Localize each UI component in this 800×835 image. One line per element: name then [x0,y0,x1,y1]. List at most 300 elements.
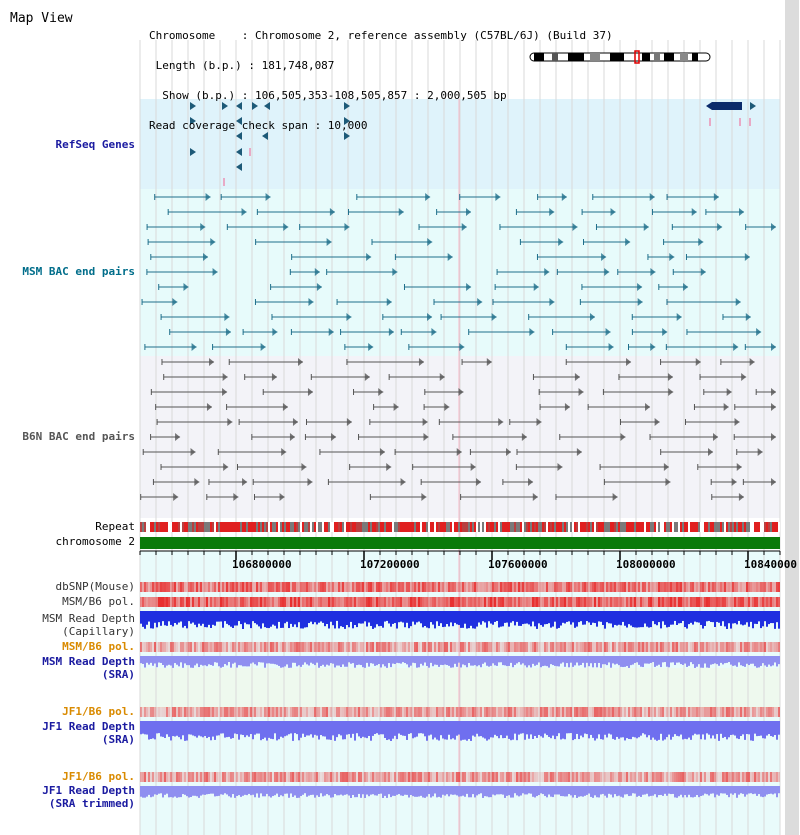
read-depth-bar [732,611,734,623]
polymorphism-mark [498,582,500,592]
polymorphism-mark [706,772,708,782]
track-label-jf1-b6-pol-trim[interactable]: JF1/B6 pol. [62,770,135,783]
repeat-mark [624,522,626,532]
polymorphism-mark [518,772,520,782]
read-depth-bar [602,786,604,794]
polymorphism-mark [716,582,718,592]
read-depth-bar [592,721,594,738]
polymorphism-mark [738,707,740,717]
polymorphism-mark [318,582,320,592]
polymorphism-mark [622,582,624,592]
polymorphism-mark [690,772,692,782]
read-depth-bar [732,656,734,666]
polymorphism-mark [730,642,732,652]
repeat-mark [472,522,474,532]
polymorphism-mark [568,772,570,782]
read-depth-bar [384,721,386,738]
polymorphism-mark [222,597,224,607]
polymorphism-mark [628,582,630,592]
read-depth-bar [716,656,718,664]
polymorphism-mark [364,642,366,652]
repeat-mark [620,522,622,532]
polymorphism-mark [776,707,778,717]
repeat-mark [656,522,658,532]
read-depth-bar [302,656,304,665]
repeat-mark [164,522,166,532]
polymorphism-mark [272,642,274,652]
track-label-jf1-b6-pol[interactable]: JF1/B6 pol. [62,705,135,718]
polymorphism-mark [578,582,580,592]
read-depth-bar [508,786,510,795]
polymorphism-mark [280,772,282,782]
polymorphism-mark [190,582,192,592]
repeat-mark [578,522,580,532]
polymorphism-mark [680,597,682,607]
polymorphism-mark [518,707,520,717]
read-depth-bar [584,656,586,667]
read-depth-bar [604,656,606,664]
read-depth-bar [208,611,210,625]
read-depth-bar [378,656,380,664]
read-depth-bar [274,786,276,795]
read-depth-bar [546,611,548,624]
read-depth-bar [464,721,466,740]
polymorphism-mark [572,582,574,592]
polymorphism-mark [156,707,158,717]
read-depth-bar [732,721,734,735]
polymorphism-mark [308,642,310,652]
polymorphism-mark [412,772,414,782]
read-depth-bar [470,721,472,741]
polymorphism-mark [718,707,720,717]
track-label-jf1-depth-trim-sub: (SRA trimmed) [48,797,135,810]
polymorphism-mark [684,597,686,607]
repeat-mark [564,522,566,532]
repeat-mark [568,522,570,532]
polymorphism-mark [762,597,764,607]
polymorphism-mark [570,707,572,717]
repeat-mark [644,522,646,532]
read-depth-bar [598,656,600,663]
polymorphism-mark [210,707,212,717]
read-depth-bar [736,611,738,624]
polymorphism-mark [552,597,554,607]
polymorphism-mark [326,582,328,592]
read-depth-bar [698,721,700,734]
polymorphism-mark [476,772,478,782]
read-depth-bar [402,786,404,796]
polymorphism-mark [608,707,610,717]
polymorphism-mark [342,772,344,782]
polymorphism-mark [604,582,606,592]
read-depth-bar [274,721,276,733]
polymorphism-mark [146,597,148,607]
polymorphism-mark [150,707,152,717]
read-depth-bar [464,611,466,624]
repeat-mark [726,522,728,532]
read-depth-bar [668,786,670,794]
repeat-mark [708,522,710,532]
polymorphism-mark [710,642,712,652]
polymorphism-mark [420,597,422,607]
read-depth-bar [710,721,712,738]
read-depth-bar [338,611,340,628]
polymorphism-mark [312,597,314,607]
polymorphism-mark [738,642,740,652]
polymorphism-mark [766,597,768,607]
polymorphism-mark [508,642,510,652]
polymorphism-mark [442,642,444,652]
polymorphism-mark [772,582,774,592]
track-label-dbsnp[interactable]: dbSNP(Mouse) [55,580,135,593]
polymorphism-mark [536,582,538,592]
polymorphism-mark [302,582,304,592]
repeat-mark [734,522,736,532]
read-depth-bar [742,656,744,666]
read-depth-bar [300,721,302,738]
polymorphism-mark [212,642,214,652]
read-depth-bar [612,786,614,797]
polymorphism-mark [462,772,464,782]
polymorphism-mark [340,772,342,782]
repeat-mark [182,522,184,532]
polymorphism-mark [580,597,582,607]
track-label-jf1-depth-trim[interactable]: JF1 Read Depth [42,784,135,797]
length-info: Length (b.p.) : 181,748,087 [149,59,335,72]
read-depth-bar [372,656,374,664]
polymorphism-mark [752,772,754,782]
read-depth-bar [262,721,264,739]
read-depth-bar [316,786,318,795]
polymorphism-mark [574,642,576,652]
repeat-mark [340,522,342,532]
read-depth-bar [468,611,470,628]
polymorphism-mark [556,597,558,607]
repeat-mark [520,522,522,532]
repeat-mark [610,522,612,532]
repeat-mark [382,522,384,532]
polymorphism-mark [518,582,520,592]
polymorphism-mark [756,642,758,652]
read-depth-bar [352,656,354,663]
read-depth-bar [288,721,290,734]
polymorphism-mark [284,772,286,782]
polymorphism-mark [690,597,692,607]
polymorphism-mark [742,707,744,717]
read-depth-bar [548,611,550,623]
polymorphism-mark [596,707,598,717]
read-depth-bar [650,786,652,796]
read-depth-bar [188,721,190,734]
polymorphism-mark [344,597,346,607]
read-depth-bar [628,786,630,796]
read-depth-bar [296,656,298,666]
polymorphism-mark [710,707,712,717]
read-depth-bar [362,721,364,737]
read-depth-bar [506,611,508,623]
read-depth-bar [568,656,570,667]
polymorphism-mark [550,582,552,592]
polymorphism-mark [406,772,408,782]
read-depth-bar [236,656,238,668]
read-depth-bar [716,611,718,622]
read-depth-bar [514,611,516,625]
polymorphism-mark [524,772,526,782]
repeat-mark [244,522,246,532]
repeat-mark [162,522,164,532]
polymorphism-mark [274,642,276,652]
polymorphism-mark [668,772,670,782]
read-depth-bar [168,721,170,737]
read-depth-bar [182,786,184,794]
polymorphism-mark [404,772,406,782]
read-depth-bar [272,656,274,664]
read-depth-bar [604,721,606,735]
polymorphism-mark [736,642,738,652]
polymorphism-mark [650,772,652,782]
polymorphism-mark [716,772,718,782]
repeat-mark [658,522,660,532]
read-depth-bar [706,721,708,733]
polymorphism-mark [500,597,502,607]
read-depth-bar [456,721,458,736]
read-depth-bar [496,721,498,736]
read-depth-bar [270,786,272,798]
track-label-msm-depth-sra[interactable]: MSM Read Depth [42,655,135,668]
polymorphism-mark [286,707,288,717]
read-depth-bar [742,786,744,794]
polymorphism-mark [162,642,164,652]
polymorphism-mark [532,582,534,592]
track-label-msm-depth-cap[interactable]: MSM Read Depth [42,612,135,625]
repeat-mark [490,522,492,532]
read-depth-bar [584,786,586,796]
polymorphism-mark [764,582,766,592]
polymorphism-mark [562,642,564,652]
repeat-mark [188,522,190,532]
read-depth-bar [424,786,426,798]
polymorphism-mark [754,582,756,592]
polymorphism-mark [368,707,370,717]
read-depth-bar [402,721,404,736]
polymorphism-mark [286,597,288,607]
polymorphism-mark [236,772,238,782]
polymorphism-mark [762,642,764,652]
read-depth-bar [436,656,438,665]
polymorphism-mark [150,597,152,607]
read-depth-bar [156,611,158,627]
track-label-b6n-bac[interactable]: B6N BAC end pairs [22,430,135,443]
polymorphism-mark [142,772,144,782]
polymorphism-mark [382,582,384,592]
polymorphism-mark [198,642,200,652]
repeat-mark [646,522,648,532]
polymorphism-mark [598,707,600,717]
track-label-repeat[interactable]: Repeat [95,520,135,533]
read-depth-bar [690,786,692,797]
polymorphism-mark [522,772,524,782]
read-depth-bar [650,611,652,627]
polymorphism-mark [274,597,276,607]
polymorphism-mark [638,707,640,717]
read-depth-bar [256,786,258,793]
polymorphism-mark [142,582,144,592]
repeat-mark [514,522,516,532]
polymorphism-mark [696,582,698,592]
polymorphism-mark [662,642,664,652]
polymorphism-mark [244,707,246,717]
read-depth-bar [284,786,286,794]
polymorphism-mark [470,772,472,782]
read-depth-bar [332,656,334,664]
polymorphism-mark [710,597,712,607]
read-depth-bar [692,721,694,735]
read-depth-bar [778,786,780,793]
polymorphism-mark [258,642,260,652]
polymorphism-mark [558,582,560,592]
polymorphism-mark [506,597,508,607]
read-depth-bar [522,611,524,624]
read-depth-bar [368,721,370,736]
polymorphism-mark [662,582,664,592]
read-depth-bar [774,786,776,793]
read-depth-bar [314,656,316,665]
polymorphism-mark [392,582,394,592]
polymorphism-mark [572,642,574,652]
polymorphism-mark [458,772,460,782]
polymorphism-mark [294,597,296,607]
polymorphism-mark [464,772,466,782]
read-depth-bar [544,721,546,734]
track-label-refseq[interactable]: RefSeq Genes [55,138,135,151]
repeat-mark [544,522,546,532]
polymorphism-mark [534,772,536,782]
track-label-jf1-depth[interactable]: JF1 Read Depth [42,720,135,733]
polymorphism-mark [516,707,518,717]
polymorphism-mark [532,707,534,717]
read-depth-bar [304,611,306,627]
polymorphism-mark [420,582,422,592]
read-depth-bar [492,611,494,625]
polymorphism-mark [612,772,614,782]
read-depth-bar [738,786,740,795]
repeat-mark [570,522,572,532]
polymorphism-mark [460,597,462,607]
repeat-mark [358,522,360,532]
repeat-mark [740,522,742,532]
read-depth-bar [298,656,300,665]
polymorphism-mark [406,597,408,607]
read-depth-bar [574,786,576,795]
read-depth-bar [354,656,356,668]
repeat-mark [530,522,532,532]
polymorphism-mark [426,707,428,717]
read-depth-bar [324,611,326,626]
read-depth-bar [262,786,264,796]
polymorphism-mark [628,642,630,652]
polymorphism-mark [554,707,556,717]
polymorphism-mark [274,772,276,782]
read-depth-bar [426,721,428,741]
polymorphism-mark [356,582,358,592]
polymorphism-mark [370,597,372,607]
read-depth-bar [186,656,188,665]
read-depth-bar [250,786,252,795]
read-depth-bar [318,656,320,668]
polymorphism-mark [292,772,294,782]
read-depth-bar [550,611,552,628]
polymorphism-mark [678,642,680,652]
polymorphism-mark [190,597,192,607]
polymorphism-mark [464,707,466,717]
repeat-mark [534,522,536,532]
polymorphism-mark [240,772,242,782]
track-label-msm-b6-pol-cap[interactable]: MSM/B6 pol. [62,595,135,608]
polymorphism-mark [416,772,418,782]
repeat-mark [584,522,586,532]
polymorphism-mark [258,772,260,782]
read-depth-bar [500,721,502,735]
polymorphism-mark [672,707,674,717]
read-depth-bar [450,786,452,794]
polymorphism-mark [624,597,626,607]
read-depth-bar [476,656,478,666]
polymorphism-mark [264,642,266,652]
read-depth-bar [778,611,780,629]
polymorphism-mark [234,772,236,782]
read-depth-bar [714,786,716,797]
read-depth-bar [256,721,258,734]
polymorphism-mark [262,597,264,607]
polymorphism-mark [390,772,392,782]
track-label-msm-b6-pol-sra[interactable]: MSM/B6 pol. [62,640,135,653]
read-depth-bar [432,786,434,796]
polymorphism-mark [188,642,190,652]
read-depth-bar [452,721,454,738]
read-depth-bar [146,611,148,625]
read-depth-bar [156,786,158,795]
polymorphism-mark [708,597,710,607]
polymorphism-mark [226,707,228,717]
polymorphism-mark [252,597,254,607]
polymorphism-mark [310,772,312,782]
polymorphism-mark [236,582,238,592]
read-depth-bar [302,786,304,795]
polymorphism-mark [596,642,598,652]
polymorphism-mark [698,707,700,717]
track-label-msm-bac[interactable]: MSM BAC end pairs [22,265,135,278]
polymorphism-mark [404,597,406,607]
read-depth-bar [222,611,224,628]
read-depth-bar [562,721,564,739]
read-depth-bar [434,656,436,665]
polymorphism-mark [368,772,370,782]
read-depth-bar [596,611,598,627]
polymorphism-mark [748,772,750,782]
polymorphism-mark [618,707,620,717]
read-depth-bar [330,611,332,622]
polymorphism-mark [366,597,368,607]
polymorphism-mark [552,772,554,782]
read-depth-bar [434,611,436,628]
polymorphism-mark [194,707,196,717]
polymorphism-mark [660,597,662,607]
read-depth-bar [436,721,438,740]
read-depth-bar [390,721,392,741]
read-depth-bar [550,721,552,738]
polymorphism-mark [568,582,570,592]
polymorphism-mark [426,772,428,782]
